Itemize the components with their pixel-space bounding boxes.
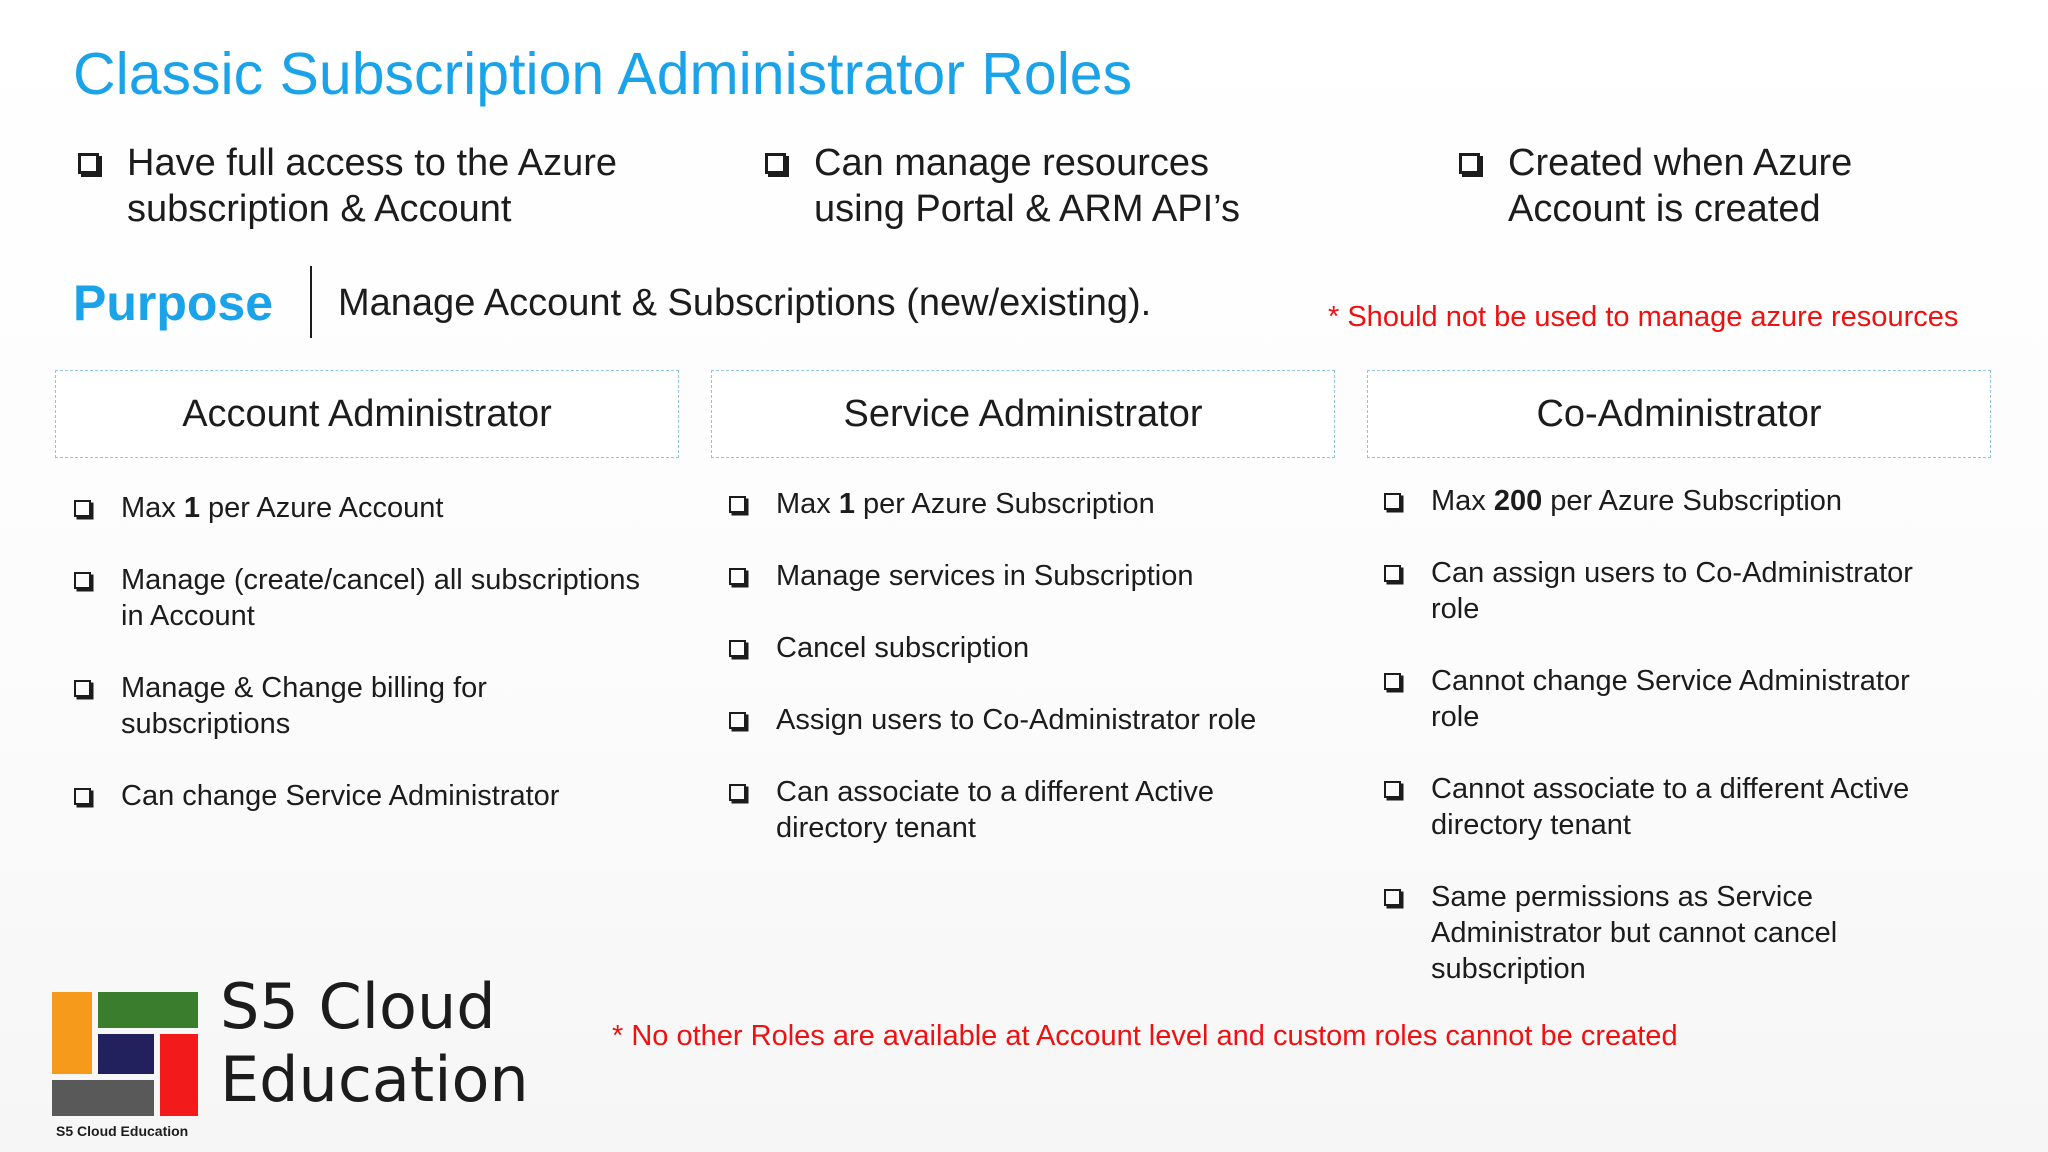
list-item-text: Max 1 per Azure Subscription [776,488,1155,520]
slide-title: Classic Subscription Administrator Roles [73,41,1133,107]
list-item-text: Can associate to a different Active directory tenant [776,776,1214,844]
column-header-label: Co-Administrator [1536,392,1822,435]
checkbox-icon [729,640,746,657]
top-bullet-text: Created when Azure Account is created [1508,142,1853,230]
list-item-text: Max 200 per Azure Subscription [1431,485,1843,517]
logo-navy-block [98,1034,154,1074]
list-item-text: Same permissions as Service Administrator but cannot cancel subscription [1431,881,1838,985]
column-header-label: Account Administrator [182,392,552,435]
purpose-label: Purpose [73,275,274,331]
logo-caption: S5 Cloud Education [56,1123,189,1139]
column-header-service-administrator [711,370,1335,458]
logo-orange-block [52,992,92,1074]
column-header-label: Service Administrator [843,392,1203,435]
brand-name: S5 Cloud Education [220,970,529,1116]
checkbox-icon [1384,673,1401,690]
list-item-text: Manage & Change billing for subscriptions [121,672,487,740]
checkbox-icon [74,788,91,805]
list-item-text: Cannot associate to a different Active directory tenant [1431,773,1910,841]
checkbox-icon [1459,153,1480,174]
logo-green-block [98,992,198,1028]
top-bullet-text: Have full access to the Azure subscription & Account [127,142,618,230]
checkbox-icon [729,496,746,513]
s5-cloud-education-logo [52,988,200,1128]
list-item-text: Cancel subscription [776,632,1030,664]
logo-red-block [160,1034,198,1116]
list-item-text: Manage services in Subscription [776,560,1194,592]
roles-warning-note: * No other Roles are available at Account level and custom roles cannot be created [612,1020,1678,1052]
checkbox-icon [78,153,99,174]
column-header-co-administrator [1367,370,1991,458]
checkbox-icon [74,572,91,589]
checkbox-icon [74,500,91,517]
purpose-text: Manage Account & Subscriptions (new/existing). [338,282,1152,324]
checkbox-icon [729,784,746,801]
list-item-text: Can assign users to Co-Administrator role [1431,557,1913,625]
checkbox-icon [1384,565,1401,582]
column-header-account-administrator [55,370,679,458]
purpose-divider [310,266,312,338]
resources-warning-note: * Should not be used to manage azure resources [1328,301,1959,333]
checkbox-icon [74,680,91,697]
checkbox-icon [729,568,746,585]
list-item-text: Assign users to Co-Administrator role [776,704,1257,736]
checkbox-icon [1384,889,1401,906]
checkbox-icon [1384,781,1401,798]
checkbox-icon [729,712,746,729]
checkbox-icon [1384,493,1401,510]
list-item-text: Max 1 per Azure Account [121,492,444,524]
list-item-text: Cannot change Service Administrator role [1431,665,1910,733]
list-item-text: Manage (create/cancel) all subscriptions in Account [121,564,641,632]
checkbox-icon [765,153,786,174]
top-bullet-text: Can manage resources using Portal & ARM API’s [814,142,1240,230]
list-item-text: Can change Service Administrator [121,780,560,812]
logo-gray-block [52,1080,154,1116]
